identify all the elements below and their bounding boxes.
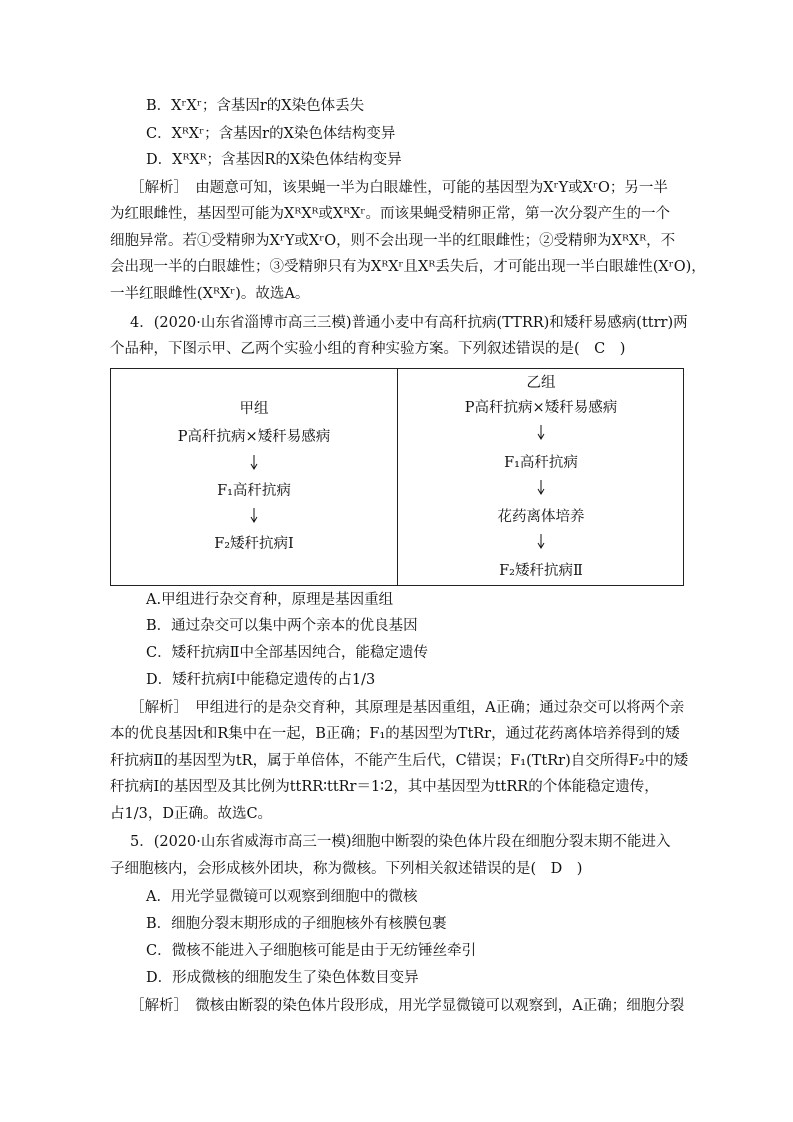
group-yi-title: 乙组 — [526, 375, 556, 391]
group-jia-f2: F₂矮秆抗病Ⅰ — [214, 536, 294, 552]
q4-analysis-line: 秆抗病Ⅱ的基因型为tR，属于单倍体，不能产生后代，C错误；F₁(TtRr)自交所得F₂中的矮 — [110, 753, 689, 769]
group-yi-culture: 花药离体培养 — [497, 509, 585, 525]
down-arrow-icon — [536, 533, 546, 549]
q4-analysis-line: 本的优良基因t和R集中在一起，B正确；F₁的基因型为TtRr，通过花药离体培养得到的矮 — [110, 726, 680, 742]
q3-analysis-line: 细胞异常。若①受精卵为XʳY或XʳO，则不会出现一半的红眼雌性；②受精卵为XᴿXᴿ，不 — [110, 233, 676, 249]
group-yi-f1: F₁高秆抗病 — [504, 455, 578, 471]
q3-option-c[interactable]: C．XᴿXʳ；含基因r的X染色体结构变异 — [146, 126, 396, 142]
q3-analysis-line: 一半红眼雌性(XᴿXʳ)。故选A。 — [110, 286, 310, 302]
q5-analysis-line: ［解析］ 微核由断裂的染色体片段形成，用光学显微镜可以观察到，A正确；细胞分裂 — [130, 998, 685, 1014]
q3-option-d[interactable]: D．XᴿXᴿ；含基因R的X染色体结构变异 — [146, 152, 402, 168]
breeding-scheme-table — [110, 368, 684, 586]
q3-analysis-line: ［解析］ 由题意可知，该果蝇一半为白眼雄性，可能的基因型为XʳY或XʳO；另一半 — [130, 180, 668, 196]
q5-option-c[interactable]: C．微核不能进入子细胞核可能是由于无纺锤丝牵引 — [146, 943, 477, 959]
table-divider — [397, 369, 398, 585]
q4-option-a[interactable]: A.甲组进行杂交育种，原理是基因重组 — [146, 592, 394, 608]
q5-option-a[interactable]: A．用光学显微镜可以观察到细胞中的微核 — [146, 889, 418, 905]
q5-option-d[interactable]: D．形成微核的细胞发生了染色体数目变异 — [146, 970, 419, 986]
group-jia-title: 甲组 — [239, 401, 269, 417]
q4-analysis-line: 秆抗病Ⅰ的基因型及其比例为ttRR∶ttRr＝1∶2，其中基因型为ttRR的个体能稳定遗传， — [110, 779, 659, 795]
q4-stem: 4．(2020·山东省淄博市高三三模)普通小麦中有高秆抗病(TTRR)和矮秆易感病(ttrr)两 — [130, 315, 688, 331]
group-jia-parent: P高秆抗病×矮秆易感病 — [177, 429, 331, 445]
q4-stem: 个品种，下图示甲、乙两个实验小组的育种实验方案。下列叙述错误的是( C ) — [110, 341, 626, 357]
q4-option-c[interactable]: C．矮秆抗病Ⅱ中全部基因纯合，能稳定遗传 — [146, 645, 428, 661]
q4-analysis-line: 占1/3，D正确。故选C。 — [110, 806, 273, 822]
q4-option-b[interactable]: B．通过杂交可以集中两个亲本的优良基因 — [146, 618, 418, 634]
q3-option-b[interactable]: B．XʳXʳ；含基因r的X染色体丢失 — [146, 98, 365, 114]
down-arrow-icon — [536, 479, 546, 495]
q5-stem: 子细胞核内，会形成核外团块，称为微核。下列相关叙述错误的是( D ) — [110, 861, 583, 877]
group-yi-parent: P高秆抗病×矮秆易感病 — [464, 400, 618, 416]
q4-option-d[interactable]: D．矮秆抗病Ⅰ中能稳定遗传的占1/3 — [146, 672, 376, 688]
q3-analysis-line: 为红眼雌性，基因型可能为XᴿXᴿ或XᴿXʳ。而该果蝇受精卵正常，第一次分裂产生的一个 — [110, 206, 670, 222]
group-jia-f1: F₁高秆抗病 — [217, 483, 291, 499]
group-yi-f2: F₂矮秆抗病Ⅱ — [499, 563, 583, 579]
q3-analysis-line: 会出现一半的白眼雄性；③受精卵只有为XᴿXʳ且Xᴿ丢失后，才可能出现一半白眼雄性(XʳO)， — [110, 259, 706, 275]
group-jia-cell — [111, 369, 397, 585]
q5-option-b[interactable]: B．细胞分裂末期形成的子细胞核外有核膜包裹 — [146, 916, 447, 932]
group-yi-cell — [399, 369, 683, 585]
q5-stem: 5．(2020·山东省威海市高三一模)细胞中断裂的染色体片段在细胞分裂末期不能进入 — [130, 834, 671, 850]
down-arrow-icon — [249, 454, 259, 470]
q4-analysis-line: ［解析］ 甲组进行的是杂交育种，其原理是基因重组，A正确；通过杂交可以将两个亲 — [130, 700, 685, 716]
down-arrow-icon — [536, 424, 546, 440]
down-arrow-icon — [249, 507, 259, 523]
